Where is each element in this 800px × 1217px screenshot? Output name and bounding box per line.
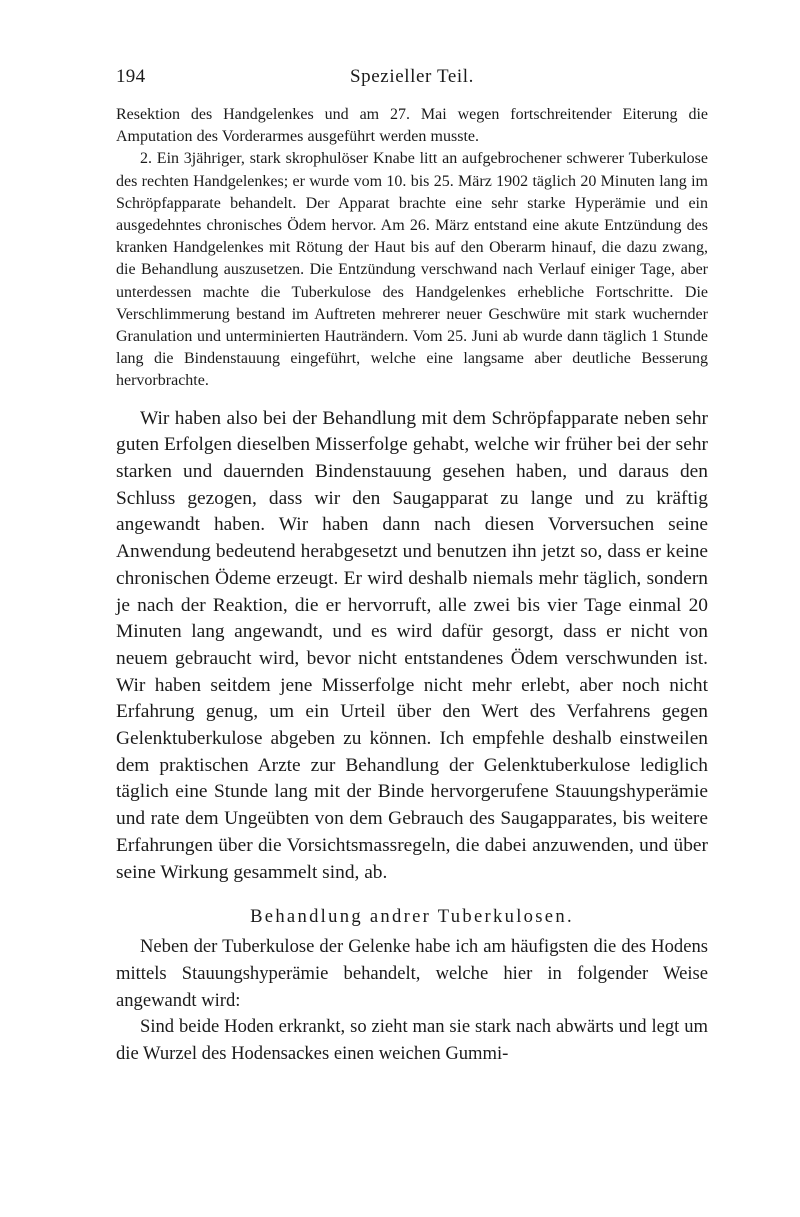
paragraph-hoden-method: Sind beide Hoden erkrankt, so zieht man sie stark nach abwärts und legt um die Wurzel des Hodensackes einen weichen Gummi- [116,1016,708,1065]
running-title: Spezieller Teil. [350,66,474,87]
section-heading: Behandlung andrer Tuberkulosen. [250,906,574,928]
case-report-block [116,104,708,393]
paragraph-resektion: Resektion des Handgelenkes und am 27. Mai wegen fortschreitender Eiterung die Amputation des Vorderarmes ausgeführt werden musste. [116,106,708,146]
section-body [116,934,708,1068]
running-head [116,66,708,90]
body-text [116,104,708,1068]
page-number: 194 [116,66,146,87]
paragraph-hoden-intro: Neben der Tuberkulose der Gelenke habe ich am häufigsten die des Hodens mittels Stauungshyperämie behandelt, welche hier in folgender Weise angewandt wird: [116,936,708,1011]
paragraph-discussion: Wir haben also bei der Behandlung mit dem Schröpfapparate neben sehr guten Erfolgen dieselben Misserfolge gehabt, welche wir früher bei der sehr starken und dauernden Bindenstauung gesehen haben, und daraus den Schluss gezogen, dass wir den Saugapparat zu lange und zu kräftig angewandt haben. Wir haben dann nach diesen Vorversuchen seine Anwendung bedeutend herabgesetzt und benutzen ihn jetzt so, dass er keine chronischen Ödeme erzeugt. Er wird deshalb niemals mehr täglich, sondern je nach der Reaktion, die er hervorruft, alle zwei bis vier Tage einmal 20 Minuten lang angewandt, und es wird dafür gesorgt, dass er nicht von neuem gebraucht wird, bevor nicht entstandenes Ödem verschwunden ist. Wir haben seitdem jene Misserfolge nicht mehr erlebt, aber noch nicht Erfahrung genug, um ein Urteil über den Wert des Verfahrens gegen Gelenktuberkulose abgeben zu können. Ich empfehle deshalb einstweilen dem praktischen Arzte zur Behandlung der Gelenktuberkulose lediglich täglich eine Stunde lang mit der Binde hervorgerufene Stauungshyperämie und rate dem Ungeübten von dem Gebrauch des Saugapparates, bis weitere Erfahrungen über die Vorsichtsmassregeln, die dabei anzuwenden, und über seine Wirkung gesammelt sind, ab. [116,407,708,883]
paragraph-case-2: 2. Ein 3jähriger, stark skrophulöser Knabe litt an aufgebrochener schwerer Tuberkulose des rechten Handgelenkes; er wurde vom 10. bis 25. März 1902 täglich 20 Minuten lang im Schröpfapparate behandelt. Der Apparat brachte eine sehr starke Hyperämie und ein ausgedehntes chronisches Ödem hervor. Am 26. März entstand eine akute Entzündung des kranken Handgelenkes mit Rötung der Haut bis auf den Oberarm hinauf, die dazu zwang, die Behandlung auszusetzen. Die Entzündung verschwand nach Verlauf einiger Tage, aber unterdessen machte die Tuberkulose des Handgelenkes erhebliche Fortschritte. Die Verschlimmerung bestand im Auftreten mehrerer neuer Geschwüre mit stark wuchernder Granulation und unterminierten Hauträndern. Vom 25. Juni ab wurde dann täglich 1 Stunde lang die Bindenstauung eingeführt, welche eine langsame aber deutliche Besserung hervorbrachte. [116,150,708,390]
discussion-block [116,406,708,887]
